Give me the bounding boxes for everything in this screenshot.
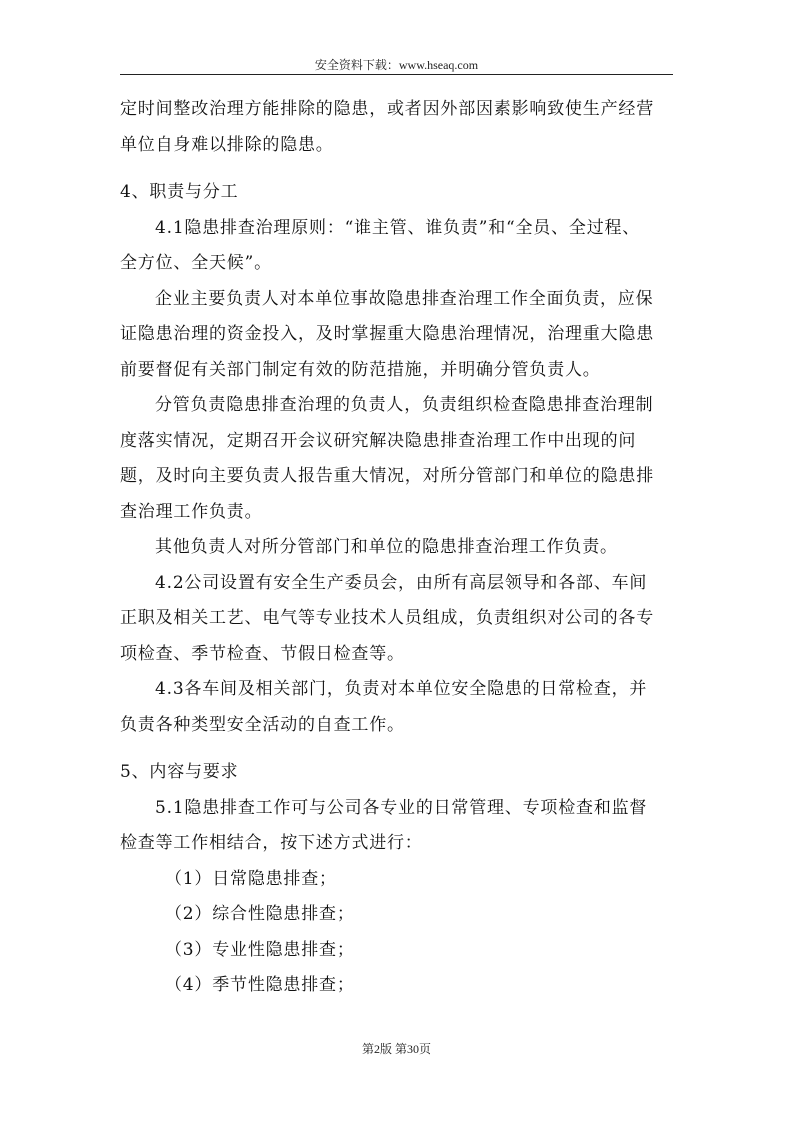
page-header: 安全资料下载：www.hseaq.com bbox=[314, 58, 479, 72]
list-item: （4）季节性隐患排查； bbox=[165, 975, 355, 995]
paragraph-line: 检查等工作相结合，按下述方式进行： bbox=[120, 833, 423, 853]
section-heading-5: 5、内容与要求 bbox=[120, 762, 239, 782]
list-item: （3）专业性隐患排查； bbox=[165, 939, 355, 960]
paragraph-line: 全方位、全天候”。 bbox=[120, 253, 272, 273]
paragraph-line: 企业主要负责人对本单位事故隐患排查治理工作全面负责，应保 bbox=[155, 288, 654, 309]
paragraph-line: 负责各种类型安全活动的自查工作。 bbox=[120, 714, 405, 735]
paragraph-line: 查治理工作负责。 bbox=[120, 501, 263, 522]
paragraph-line: 项检查、季节检查、节假日检查等。 bbox=[120, 643, 405, 664]
paragraph-line: 单位自身难以排除的隐患。 bbox=[120, 134, 334, 155]
paragraph-line: 其他负责人对所分管部门和单位的隐患排查治理工作负责。 bbox=[155, 537, 618, 557]
paragraph-line: 定时间整改治理方能排除的隐患，或者因外部因素影响致使生产经营 bbox=[120, 99, 654, 119]
paragraph-line: 题，及时向主要负责人报告重大情况，对所分管部门和单位的隐患排 bbox=[120, 466, 654, 486]
section-heading-4: 4、职责与分工 bbox=[120, 182, 239, 202]
paragraph-line: 分管负责隐患排查治理的负责人，负责组织检查隐患排查治理制 bbox=[155, 395, 654, 415]
page-footer: 第2版 第30页 bbox=[361, 1042, 431, 1056]
paragraph-line: 4.2公司设置有安全生产委员会，由所有高层领导和各部、车间 bbox=[155, 572, 648, 593]
paragraph-line: 正职及相关工艺、电气等专业技术人员组成，负责组织对公司的各专 bbox=[120, 608, 654, 628]
paragraph-line: 4.1隐患排查治理原则：“谁主管、谁负责”和“全员、全过程、 bbox=[155, 217, 641, 238]
header-divider bbox=[120, 74, 673, 75]
list-item: （1）日常隐患排查； bbox=[165, 868, 337, 889]
document-body bbox=[120, 92, 675, 1004]
paragraph-line: 前要督促有关部门制定有效的防范措施，并明确分管负责人。 bbox=[120, 359, 601, 380]
paragraph-line: 证隐患治理的资金投入，及时掌握重大隐患治理情况，治理重大隐患 bbox=[120, 324, 654, 344]
list-item: （2）综合性隐患排查； bbox=[165, 904, 355, 924]
paragraph-line: 度落实情况，定期召开会议研究解决隐患排查治理工作中出现的问 bbox=[120, 430, 637, 451]
paragraph-line: 5.1隐患排查工作可与公司各专业的日常管理、专项检查和监督 bbox=[155, 797, 648, 818]
paragraph-line: 4.3各车间及相关部门，负责对本单位安全隐患的日常检查，并 bbox=[155, 679, 648, 699]
